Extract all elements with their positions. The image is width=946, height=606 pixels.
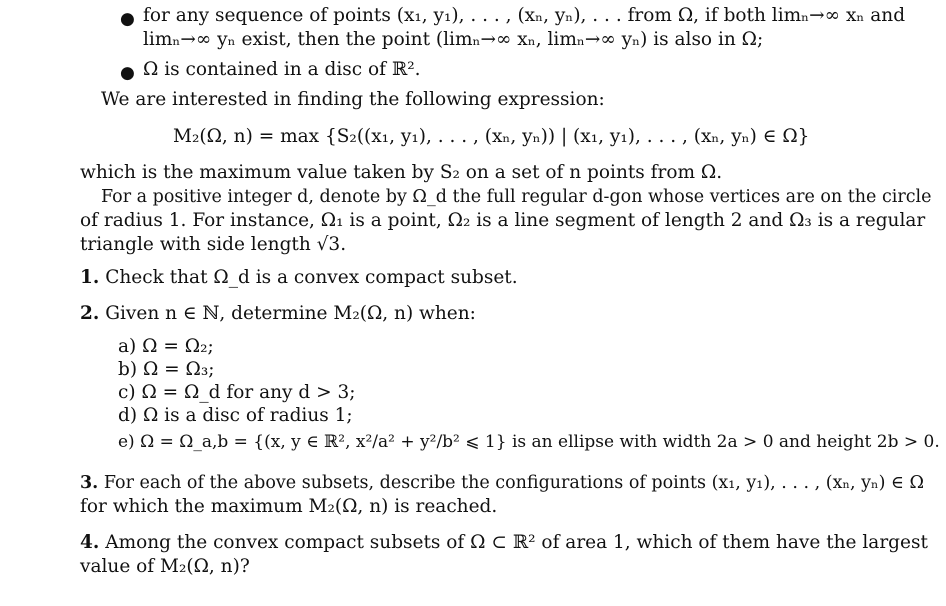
bullet-marker: ● xyxy=(120,9,135,29)
question-3-line-2: for which the maximum M₂(Ω, n) is reached. xyxy=(80,496,498,517)
question-3-text-1: For each of the above subsets, describe the configurations of points (x₁, y₁), . . . , (xₙ, yₙ) ∈ Ω xyxy=(103,473,925,493)
display-equation: M₂(Ω, n) = max {S₂((x₁, y₁), . . . , (xₙ, yₙ)) | (x₁, y₁), . . . , (xₙ, yₙ) ∈ Ω} xyxy=(173,126,810,147)
intro-text: We are interested in finding the following expression: xyxy=(101,89,605,110)
question-1 xyxy=(80,266,518,290)
para-2-line-3: triangle with side length √3. xyxy=(80,234,347,255)
bullet-marker: ● xyxy=(120,63,135,83)
bullet-2-line-1: Ω is contained in a disc of ℝ². xyxy=(143,59,421,80)
question-3-line-1 xyxy=(80,471,924,495)
subitem-c: c) Ω = Ω_d for any d > 3; xyxy=(118,382,356,403)
question-2 xyxy=(80,302,476,326)
bullet-1-line-2: limₙ→∞ yₙ exist, then the point (limₙ→∞ xₙ, limₙ→∞ yₙ) is also in Ω; xyxy=(143,29,764,50)
question-4-line-2: value of M₂(Ω, n)? xyxy=(80,556,250,577)
para-2-line-2: of radius 1. For instance, Ω₁ is a point, Ω₂ is a line segment of length 2 and Ω₃ is a regular xyxy=(80,210,926,231)
question-4-line-1 xyxy=(80,531,928,555)
para-2-line-1: For a positive integer d, denote by Ω_d the full regular d-gon whose vertices are on the circle xyxy=(101,187,932,207)
question-1-text: Check that Ω_d is a convex compact subset. xyxy=(105,267,518,288)
subitem-e: e) Ω = Ω_a,b = {(x, y ∈ ℝ², x²/a² + y²/b² ⩽ 1} is an ellipse with width 2a > 0 and height 2b > 0. xyxy=(118,432,940,452)
subitem-a: a) Ω = Ω₂; xyxy=(118,336,214,357)
subitem-b: b) Ω = Ω₃; xyxy=(118,359,215,380)
after-equation-text: which is the maximum value taken by S₂ on a set of n points from Ω. xyxy=(80,162,723,183)
question-1-number: 1. xyxy=(80,267,100,288)
question-4-text-1: Among the convex compact subsets of Ω ⊂ ℝ² of area 1, which of them have the largest xyxy=(105,532,928,553)
subitem-d: d) Ω is a disc of radius 1; xyxy=(118,405,353,426)
question-2-text: Given n ∈ ℕ, determine M₂(Ω, n) when: xyxy=(105,303,476,324)
question-4-number: 4. xyxy=(80,532,100,553)
question-3-number: 3. xyxy=(80,473,99,493)
bullet-1-line-1: for any sequence of points (x₁, y₁), . . . , (xₙ, yₙ), . . . from Ω, if both limₙ→∞ xₙ and xyxy=(143,5,906,26)
question-2-number: 2. xyxy=(80,303,100,324)
